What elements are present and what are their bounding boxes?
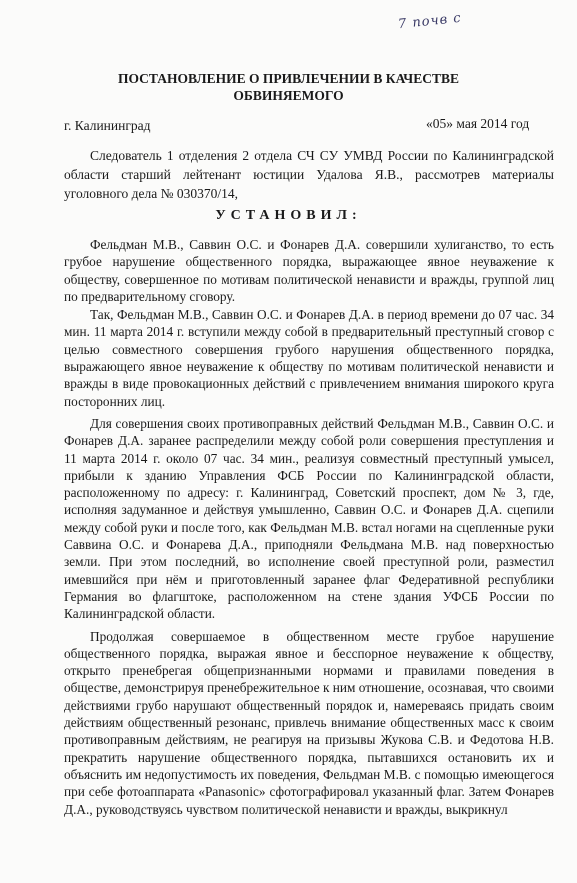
body-paragraph-2: Так, Фельдман М.В., Саввин О.С. и Фонарев Д.А. в период времени до 07 час. 34 мин. 11 марта 2014 г. вступили между собой в предварительный преступный сговор с целью совместного совершения грубого нарушения общественного порядка, выражающего явное неуважение к обществу по мотивам политической ненависти и вражды в виде провокационных действий с привлечением внимания широкого круга посторонних лиц. bbox=[64, 307, 554, 409]
document-title: ПОСТАНОВЛЕНИЕ О ПРИВЛЕЧЕНИИ В КАЧЕСТВЕ ОБВИНЯЕМОГО bbox=[118, 71, 459, 103]
handwritten-note: 7 почв с bbox=[397, 10, 463, 33]
body-paragraph-3: Для совершения своих противоправных действий Фельдман М.В., Саввин О.С. и Фонарев Д.А. заранее распределили между собой роли совершения преступления и 11 марта 2014 г. около 07 час. 34 мин., реализуя совместный преступный умысел, прибыли к зданию Управления ФСБ России по Калининградской области, расположенному по адресу: г. Калининград, Советский проспект, дом № 3, где, исполняя задуманное и действуя умышленно, Саввин О.С. и Фонарев Д.А. сцепили между собой руки и после того, как Фельдман М.В. встал ногами на сцепленные руки Саввина О.С. и Фонарева Д.А., приподняли Фельдмана М.В. над поверхностью земли. При этом последний, во исполнение своей преступной роли, разместил имевшийся при нём и приготовленный заранее флаг Федеративной республики Германия во флагштоке, расположенном на стене здания УФСБ России по Калининградской области. bbox=[64, 415, 554, 622]
body-paragraph-4: Продолжая совершаемое в общественном месте грубое нарушение общественного порядка, выражая явное и бесспорное неуважение к обществу, открыто пренебрегая общепризнанными нормами и правилами поведения в обществе, демонстрируя пренебрежительное к ним отношение, осознавая, что своими действиями грубо нарушают общественный порядок и, намереваясь придать своим действиям общественный резонанс, привлечь внимание общественных масс к своим противоправным действиям, не реагируя на призывы Жукова С.В. и Федотова Н.В. прекратить нарушение общественного порядка, пытавшихся остановить их и объяснить им недопустимость их поведения, Фельдман М.В. с помощью имеющегося при себе фотоаппарата «Panasonic» сфотографировал указанный флаг. Затем Фонарев Д.А., руководствуясь чувством политической ненависти и вражды, выкрикнул bbox=[64, 628, 554, 817]
document-body bbox=[64, 236, 554, 819]
intro-paragraph: Следователь 1 отделения 2 отдела СЧ СУ УМВД России по Калининградской области старший лейтенант юстиции Удалова Я.В., рассмотрев материалы уголовного дела № 030370/14, bbox=[64, 148, 554, 201]
document-city: г. Калининград bbox=[64, 118, 151, 133]
body-paragraph-1: Фельдман М.В., Саввин О.С. и Фонарев Д.А. совершили хулиганство, то есть грубое нарушение общественного порядка, выражающее явное неуважение к обществу, совершенное по мотивам политической ненависти и вражды, группой лиц по предварительному сговору. bbox=[64, 237, 554, 304]
section-heading: УСТАНОВИЛ: bbox=[215, 208, 362, 223]
document-date: «05» мая 2014 год bbox=[426, 116, 530, 131]
